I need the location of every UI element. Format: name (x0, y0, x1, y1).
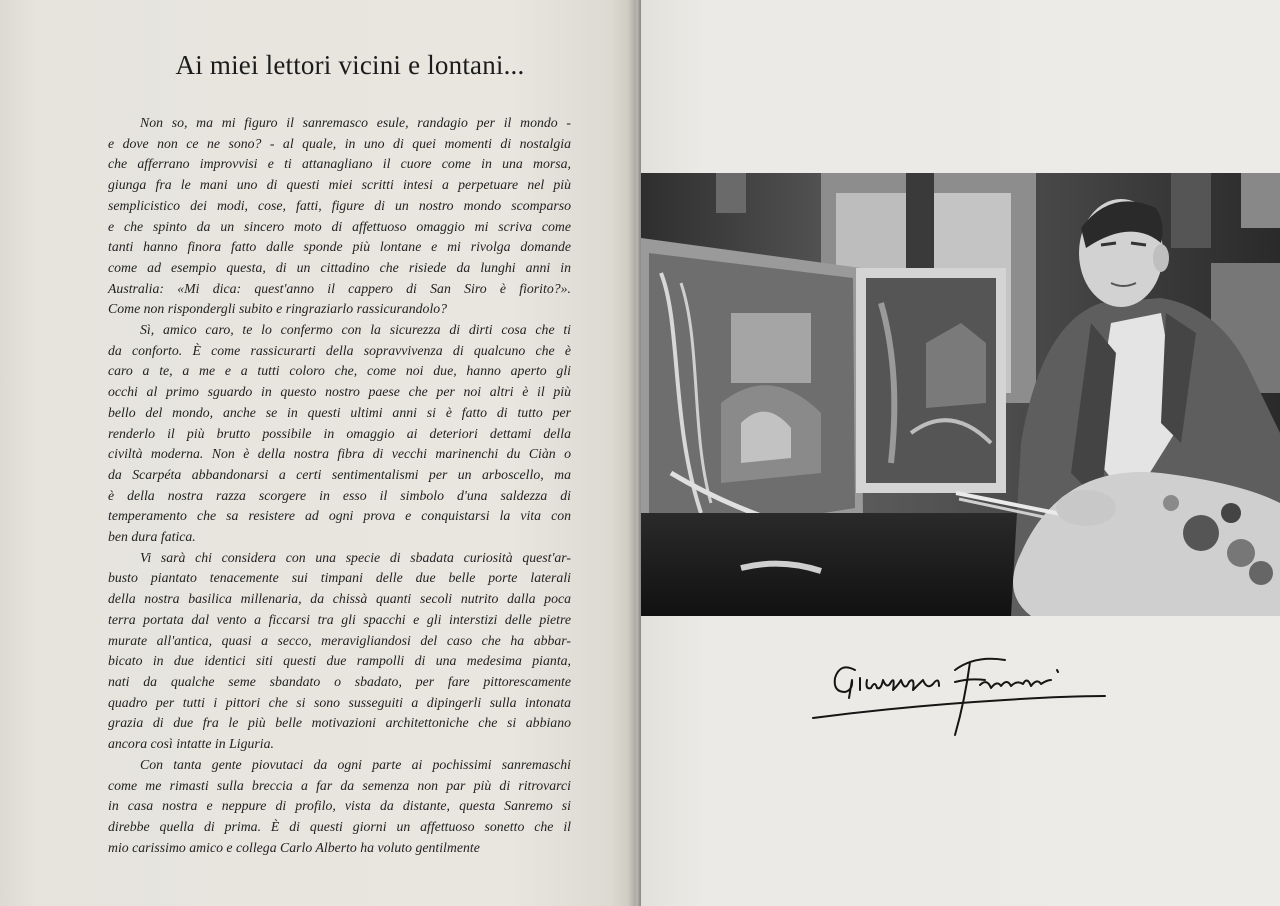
text-line: grazia di due fra le più belle motivazioni architettoniche che si abbiano (108, 715, 571, 731)
text-line: renderlo il più brutto possibile in omaggio ai deteriori dettami della (108, 425, 571, 441)
text-line: che afferrano improvvisi e ti attanagliano il cuore come in una morsa, (108, 156, 571, 172)
text-line: come me rimasti sulla breccia a far da semenza non par più di ritrovarci (108, 777, 571, 793)
text-line: bicato in due identici siti questi due rampolli di una medesima pianta, (108, 653, 571, 669)
text-line: da conforto. È come rassicurarti della sopravvivenza di qualcuno che è (108, 342, 571, 358)
text-line: semplicistico dei modi, cose, fatti, figure di un nostro mondo scomparso (108, 197, 571, 213)
text-line: busto piantato tenacemente sui timpani delle due belle porte laterali (108, 570, 571, 586)
text-line: caro a te, a me e a tutti coloro che, come noi due, hanno aperto gli (108, 363, 571, 379)
text-line: murate all'antica, quasi a secco, meravigliandosi del caso che ha abbar- (108, 632, 571, 648)
text-line: ancora così intatte in Liguria. (108, 736, 274, 752)
paragraph (108, 548, 571, 755)
left-page (0, 0, 636, 906)
text-line: Con tanta gente piovutaci da ogni parte ai pochissimi sanremaschi (140, 756, 571, 772)
text-line: e che spinto da un sincero moto di affettuoso omaggio mi scriva come (108, 218, 571, 234)
text-line: mio carissimo amico e collega Carlo Alberto ha voluto gentilmente (108, 839, 480, 855)
body-text (108, 113, 571, 858)
text-line: giunga fra le mani uno di questi miei scritti intesi a perpetuare nel più (108, 177, 571, 193)
paragraph (108, 755, 571, 859)
text-line: Australia: «Mi dica: quest'anno il cappero di San Siro è fiorito?». (108, 280, 571, 296)
text-line: Non so, ma mi figuro il sanremasco esule, randagio per il mondo - (140, 115, 571, 130)
text-line: ben dura fatica. (108, 529, 196, 545)
text-line: Sì, amico caro, te lo confermo con la sicurezza di dirti cosa che ti (140, 322, 571, 338)
text-line: Vi sarà chi considera con una specie di sbadata curiosità quest'ar- (140, 549, 571, 565)
text-line: e dove non ce ne sono? - al quale, in uno di quei momenti di nostalgia (108, 135, 571, 151)
text-line: è della nostra razza scorgere in esso il simbolo d'una saldezza di (108, 487, 571, 503)
text-line: bello del mondo, anche se in questi ultimi anni si è fatto di tutto per (108, 404, 571, 420)
paragraph (108, 113, 571, 320)
text-line: della nostra basilica millenaria, da chissà quanti secoli nutrito dalla poca (108, 591, 571, 607)
text-line: temperamento che sa resistere ad ogni prova e conquistarsi la vita con (108, 508, 571, 524)
text-line: in casa nostra e neppure di profilo, vista da distante, questa Sanremo si (108, 798, 571, 814)
text-line: occhi al primo sguardo in questo nostro paese che per noi altri è il più (108, 384, 571, 400)
text-line: Come non rispondergli subito e ringraziarlo rassicurandolo? (108, 301, 448, 317)
text-line: nati da qualche seme sbandato o sbadato, per fare pittorescamente (108, 673, 571, 689)
page-title: Ai miei lettori vicini e lontani... (175, 50, 525, 80)
text-line: da Scarpéta abbandonarsi a certi sentimentalismi per un arboscello, ma (108, 466, 571, 482)
text-line: terra portata dal vento a ficcarsi tra gli spacchi e gli interstizi delle pietre (108, 611, 571, 627)
signature (805, 640, 1115, 740)
artist-photograph (641, 173, 1280, 616)
paragraph (108, 320, 571, 548)
text-line: civiltà moderna. Non è della nostra fibra di vecchi marinenchi du Ciàn o (108, 446, 571, 462)
text-line: come ad esempio questa, di un cittadino che risiede da lunghi anni in (108, 259, 571, 275)
text-line: tanti hanno finora fatto dalle sponde più lontane e mi rivolga domande (108, 239, 571, 255)
text-line: quadro per tutti i pittori che si sono susseguiti a dipingerli sulla intonata (108, 694, 571, 710)
text-line: direbbe quella di prima. È di questi giorni un affettuoso sonetto che il (108, 818, 571, 834)
